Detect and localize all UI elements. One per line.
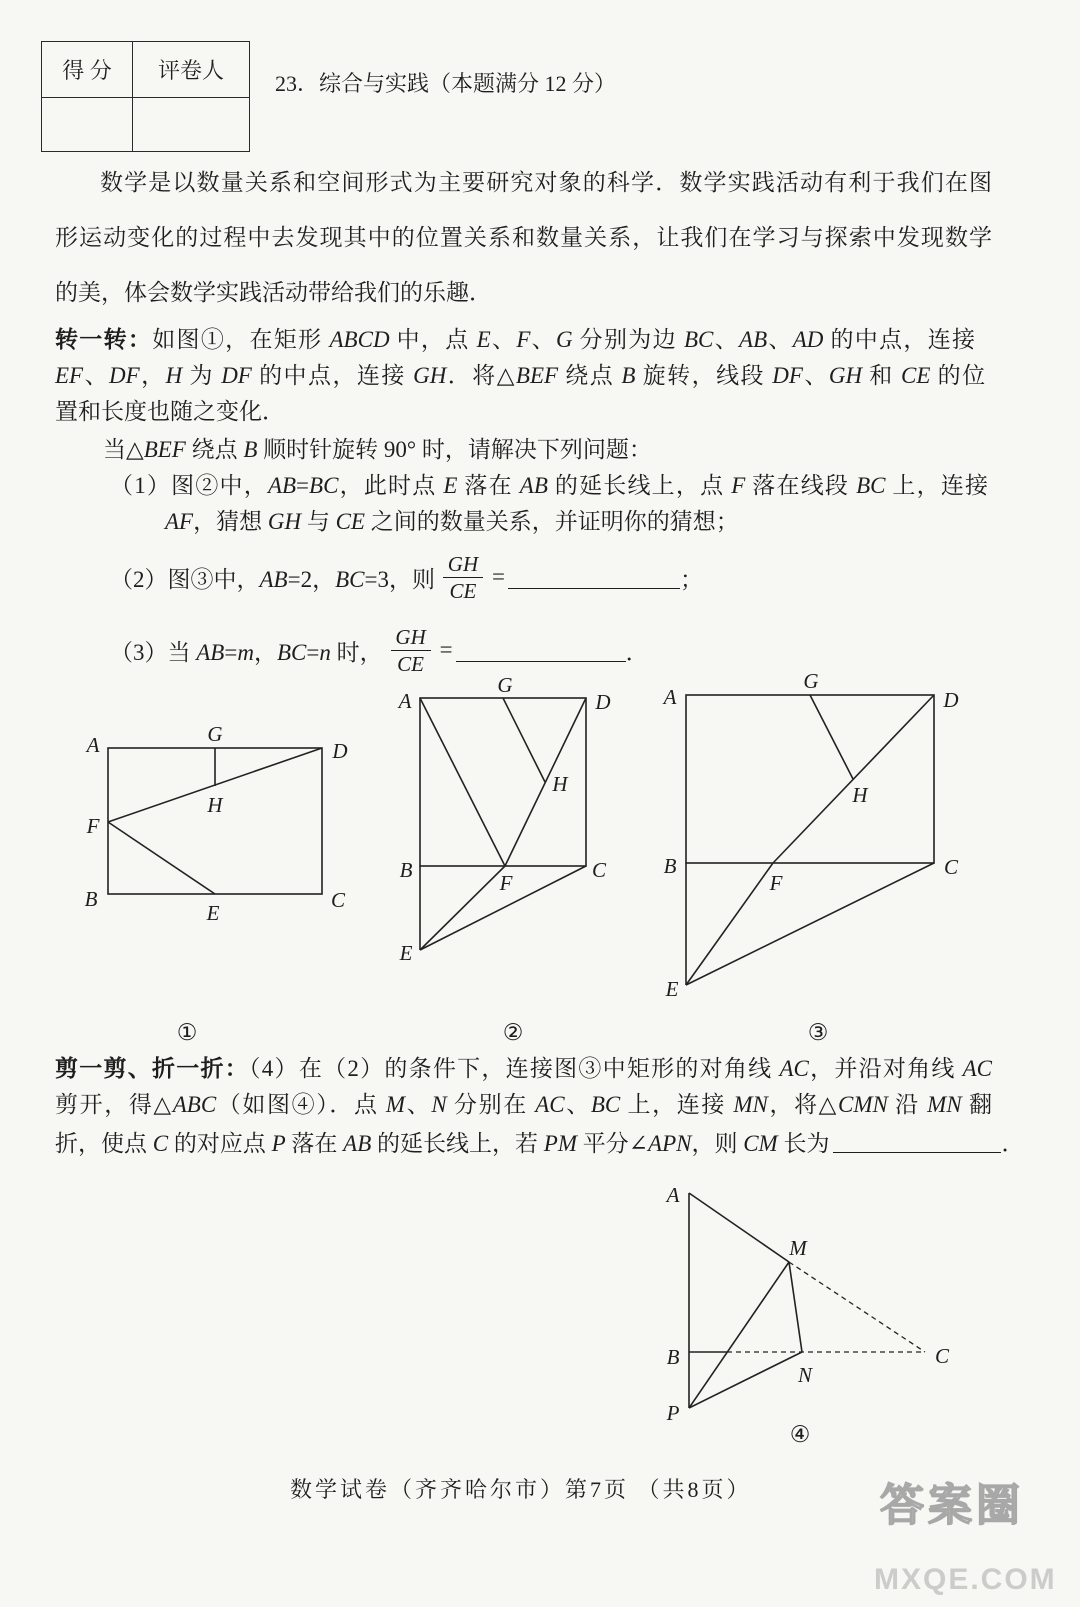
part2-denominator: CE — [449, 578, 477, 603]
part3-prefix: （3）当 AB=m，BC=n 时， — [110, 639, 383, 665]
fig2-segment-AF — [420, 698, 505, 866]
fig2-label-B: B — [399, 858, 413, 882]
fig2-label-E: E — [399, 941, 413, 965]
rotate-line-2: EF、DF，H 为 DF 的中点，连接 GH．将△BEF 绕点 B 旋转，线段 DF、GH 和 CE 的位 — [55, 363, 986, 388]
fig3-rectangle-ABCD — [686, 695, 934, 863]
fig1-segment-FE — [108, 822, 215, 894]
fig4-segment-MN — [789, 1262, 802, 1352]
fig4-label-C: C — [934, 1344, 950, 1368]
fig2-segment-EF — [420, 866, 505, 950]
cut-fold-heading: 剪一剪、折一折： — [55, 1056, 250, 1081]
score-table-header-row — [42, 42, 249, 97]
fig2-segment-GH — [503, 698, 545, 782]
grader-header: 评卷人 — [157, 58, 224, 83]
figure-4 — [665, 1183, 950, 1448]
fig2-label-D: D — [595, 690, 611, 714]
intro-line-2: 形运动变化的过程中去发现其中的位置关系和数量关系，让我们在学习与探索中发现数学 — [55, 225, 992, 250]
watermark-logo: 答案圈 — [880, 1480, 1024, 1531]
cut-fold-line-3-text: 折，使点 C 的对应点 P 落在 AB 的延长线上，若 PM 平分∠APN，则 CM 长为 — [55, 1130, 830, 1156]
part2-numerator: GH — [447, 551, 479, 576]
fig3-segment-EC — [686, 863, 934, 985]
fig2-label-H: H — [552, 772, 568, 796]
fig1-label-H: H — [207, 793, 223, 817]
fig2-label-A: A — [398, 689, 412, 713]
fig2-segment-EC — [420, 866, 586, 950]
grader-cell — [133, 98, 249, 151]
fig4-label-N: N — [797, 1363, 813, 1387]
cut-fold-end: ． — [1001, 1130, 1025, 1156]
part3-equals: = — [439, 637, 453, 662]
cut-fold-line-1 — [55, 1054, 992, 1084]
watermark-site: MXQE.COM — [874, 1563, 1057, 1596]
fig1-caption: ① — [176, 1020, 198, 1046]
fig3-label-D: D — [943, 688, 959, 712]
fig1-label-G: G — [207, 722, 223, 746]
intro-line-3: 的美，体会数学实践活动带给我们的乐趣． — [55, 280, 492, 305]
part2-equals: = — [491, 564, 505, 589]
rotate-line-3: 置和长度也随之变化． — [55, 399, 285, 424]
fig1-label-B: B — [84, 887, 98, 911]
fig2-segment-DF — [505, 698, 586, 866]
part3-end: ． — [625, 639, 649, 665]
score-header: 得 分 — [42, 42, 133, 97]
part3-line — [110, 619, 649, 681]
rotate-condition: 当△BEF 绕点 B 顺时针旋转 90° 时，请解决下列问题： — [103, 437, 652, 462]
fig3-label-B: B — [663, 854, 677, 878]
rotate-line-1-text: 如图①，在矩形 ABCD 中，点 E、F、G 分别为边 BC、AB、AD 的中点，连接 — [152, 327, 976, 352]
fig1-segment-FD — [108, 748, 322, 822]
rotate-heading: 转一转： — [55, 327, 153, 352]
question-title: 23．综合与实践（本题满分 12 分） — [275, 71, 617, 96]
fig3-segment-FE — [686, 863, 773, 985]
figure-1 — [85, 722, 348, 1046]
part2-prefix: （2）图③中，AB=2，BC=3，则 — [110, 566, 435, 592]
fig4-label-B: B — [666, 1345, 680, 1369]
score-table — [41, 41, 250, 152]
fig3-segment-DF — [773, 695, 934, 863]
fig4-segment-NP — [689, 1352, 802, 1408]
fig1-label-F: F — [86, 814, 100, 838]
fig3-label-C: C — [943, 855, 959, 879]
part1-line-1: （1）图②中，AB=BC，此时点 E 落在 AB 的延长线上，点 F 落在线段 BC 上，连接 — [110, 473, 989, 498]
fig4-label-P: P — [666, 1401, 680, 1425]
fig3-segment-GH — [810, 695, 853, 779]
part2-line — [110, 546, 703, 608]
fig4-label-M: M — [789, 1236, 807, 1260]
figure-3 — [662, 669, 959, 1046]
fig3-label-E: E — [665, 977, 679, 1001]
fig1-label-E: E — [206, 901, 220, 925]
fig1-label-D: D — [332, 739, 348, 763]
part3-denominator: CE — [397, 651, 425, 676]
fig2-label-G: G — [497, 673, 513, 697]
fig3-label-H: H — [852, 783, 868, 807]
fig3-label-G: G — [803, 669, 819, 693]
fig3-label-F: F — [769, 871, 783, 895]
fig4-caption: ④ — [789, 1422, 811, 1448]
part3-fraction — [391, 624, 431, 677]
part1-line-2: AF，猜想 GH 与 CE 之间的数量关系，并证明你的猜想； — [165, 509, 739, 534]
part2-answer-blank — [508, 566, 680, 589]
fig2-label-F: F — [499, 871, 513, 895]
fig1-label-C: C — [330, 888, 346, 912]
part2-fraction — [443, 551, 483, 604]
page-footer: 数学试卷（齐齐哈尔市）第7页 （共8页） — [290, 1477, 752, 1502]
score-table-blank-row — [42, 97, 249, 151]
fig1-label-A: A — [86, 733, 100, 757]
figure-2 — [397, 673, 611, 1046]
part2-end: ； — [679, 566, 703, 592]
fig3-caption: ③ — [807, 1020, 829, 1046]
score-cell — [42, 98, 133, 151]
part4-answer-blank — [833, 1130, 1001, 1153]
fig2-caption: ② — [502, 1020, 524, 1046]
rotate-line-1 — [55, 325, 975, 355]
fig4-segment-AM — [689, 1193, 789, 1262]
cut-fold-line-3 — [55, 1126, 1024, 1156]
part3-answer-blank — [456, 639, 626, 662]
fig2-square-ABCD — [420, 698, 586, 866]
fig2-label-C: C — [591, 858, 607, 882]
fig4-dashed-MC — [789, 1262, 925, 1352]
fig1-rectangle-ABCD — [108, 748, 322, 894]
part3-numerator: GH — [395, 624, 426, 649]
fig4-label-A: A — [666, 1183, 680, 1207]
intro-line-1: 数学是以数量关系和空间形式为主要研究对象的科学．数学实践活动有利于我们在图 — [100, 170, 992, 195]
cut-fold-line-2: 剪开，得△ABC（如图④）．点 M、N 分别在 AC、BC 上，连接 MN，将△CMN 沿 MN 翻 — [55, 1092, 993, 1117]
fig3-label-A: A — [663, 685, 677, 709]
fig4-segment-MP — [689, 1262, 789, 1408]
cut-fold-line-1-text: （4）在（2）的条件下，连接图③中矩形的对角线 AC，并沿对角线 AC — [249, 1056, 993, 1081]
